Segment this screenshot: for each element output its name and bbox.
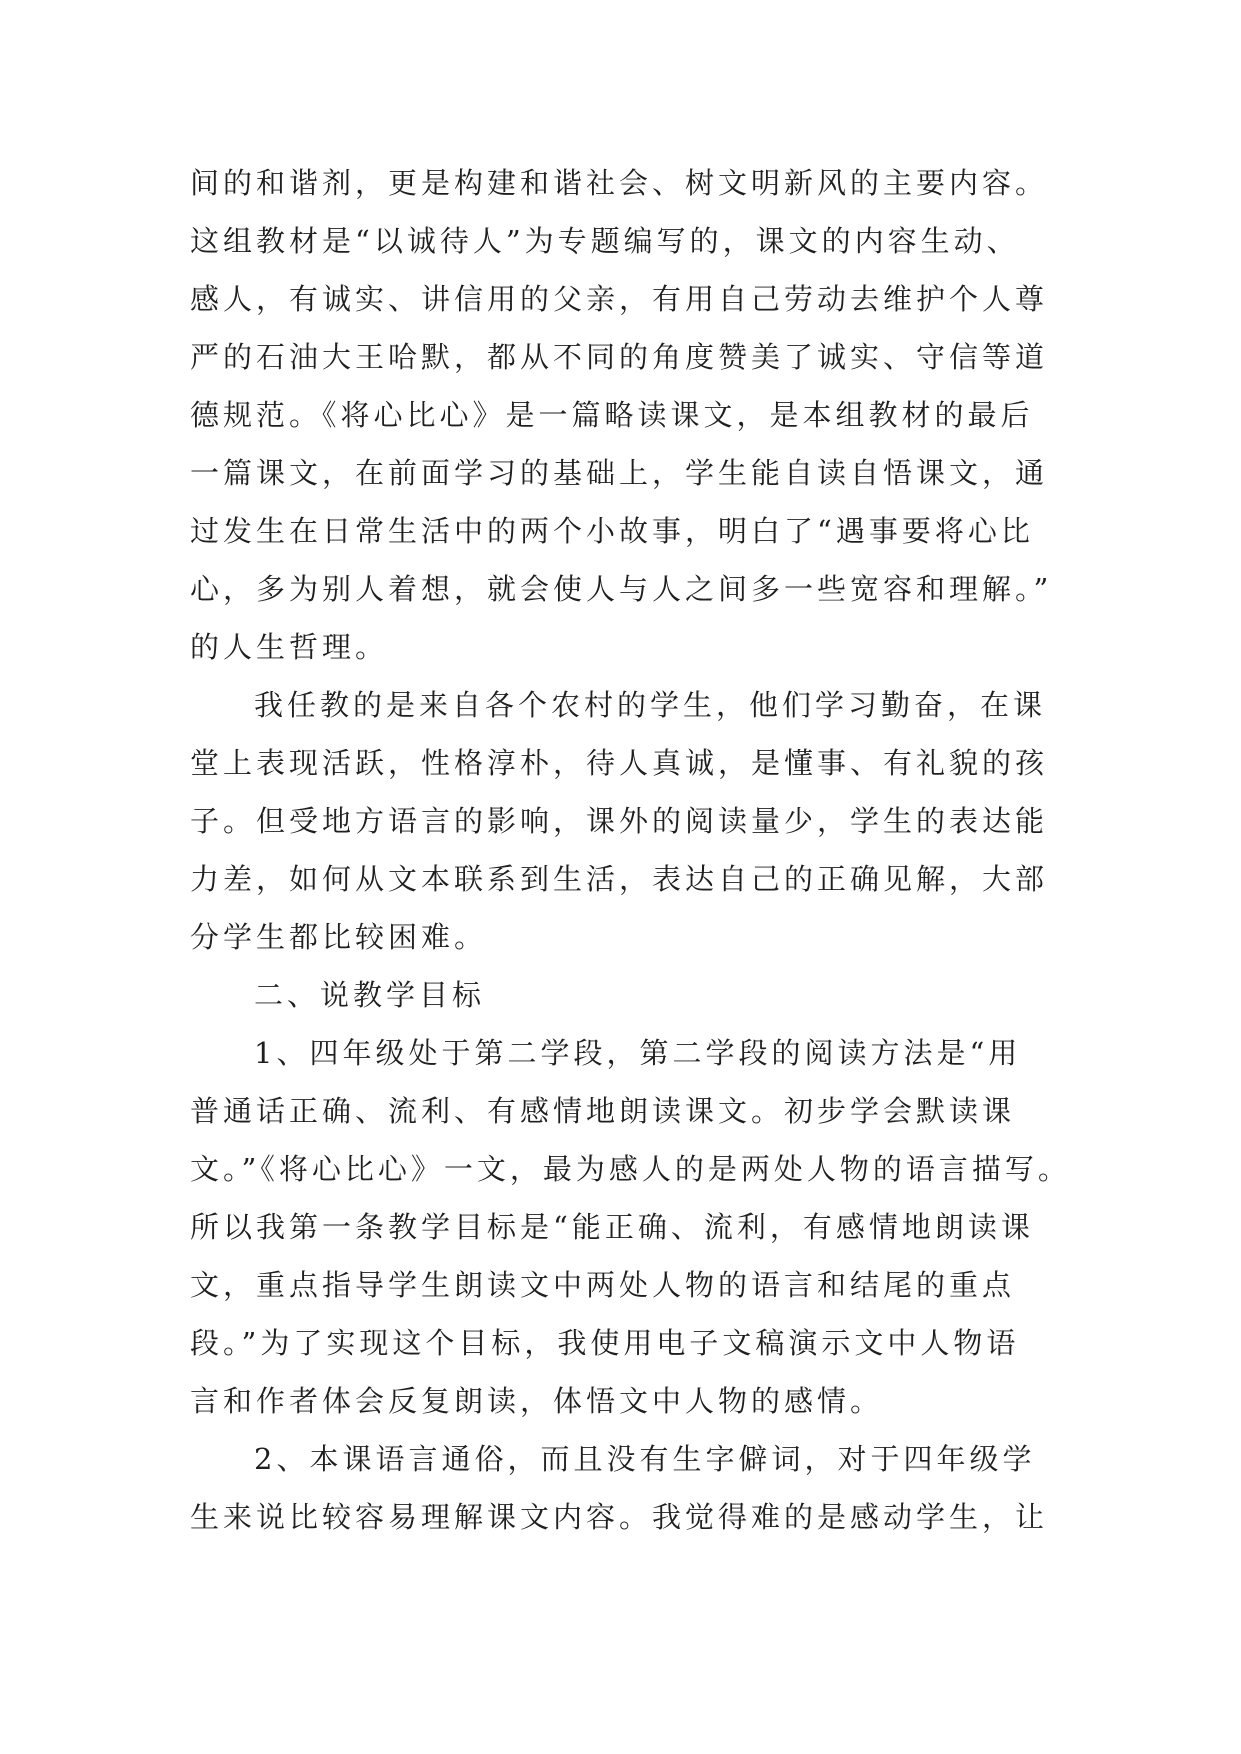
text-line: 普通话正确、流利、有感情地朗读课文。初步学会默读课 xyxy=(190,1094,1016,1128)
section-heading: 二、说教学目标 xyxy=(254,978,486,1012)
text-line: 分学生都比较困难。 xyxy=(190,920,488,954)
paragraph-start-line: 2、本课语言通俗，而且没有生字僻词，对于四年级学 xyxy=(254,1442,1036,1476)
text-line: 子。但受地方语言的影响，课外的阅读量少，学生的表达能 xyxy=(190,804,1049,838)
paragraph-start-line: 我任教的是来自各个农村的学生，他们学习勤奋，在课 xyxy=(254,688,1047,722)
text-line: 这组教材是“以诚待人”为专题编写的，课文的内容生动、 xyxy=(190,224,1020,258)
paragraph-start-line: 1、四年级处于第二学段，第二学段的阅读方法是“用 xyxy=(254,1036,1022,1070)
text-line: 德规范。《将心比心》是一篇略读课文，是本组教材的最后 xyxy=(190,398,1034,432)
text-line: 文，重点指导学生朗读文中两处人物的语言和结尾的重点 xyxy=(190,1268,1016,1302)
text-line: 堂上表现活跃，性格淳朴，待人真诚，是懂事、有礼貌的孩 xyxy=(190,746,1049,780)
text-line: 力差，如何从文本联系到生活，表达自己的正确见解，大部 xyxy=(190,862,1049,896)
text-line: 心，多为别人着想，就会使人与人之间多一些宽容和理解。” xyxy=(190,572,1053,606)
text-line: 感人，有诚实、讲信用的父亲，有用自己劳动去维护个人尊 xyxy=(190,282,1049,316)
text-line: 言和作者体会反复朗读，体悟文中人物的感情。 xyxy=(190,1384,884,1418)
document-body xyxy=(190,154,1071,1546)
text-line: 生来说比较容易理解课文内容。我觉得难的是感动学生，让 xyxy=(190,1500,1049,1534)
text-line: 所以我第一条教学目标是“能正确、流利，有感情地朗读课 xyxy=(190,1210,1034,1244)
text-line: 间的和谐剂，更是构建和谐社会、树文明新风的主要内容。 xyxy=(190,166,1049,200)
text-line: 段。”为了实现这个目标，我使用电子文稿演示文中人物语 xyxy=(190,1326,1020,1360)
text-line: 文。”《将心比心》一文，最为感人的是两处人物的语言描写。 xyxy=(190,1152,1071,1186)
text-line: 一篇课文，在前面学习的基础上，学生能自读自悟课文，通 xyxy=(190,456,1049,490)
text-line: 的人生哲理。 xyxy=(190,630,389,664)
text-line: 严的石油大王哈默，都从不同的角度赞美了诚实、守信等道 xyxy=(190,340,1049,374)
text-line: 过发生在日常生活中的两个小故事，明白了“遇事要将心比 xyxy=(190,514,1034,548)
